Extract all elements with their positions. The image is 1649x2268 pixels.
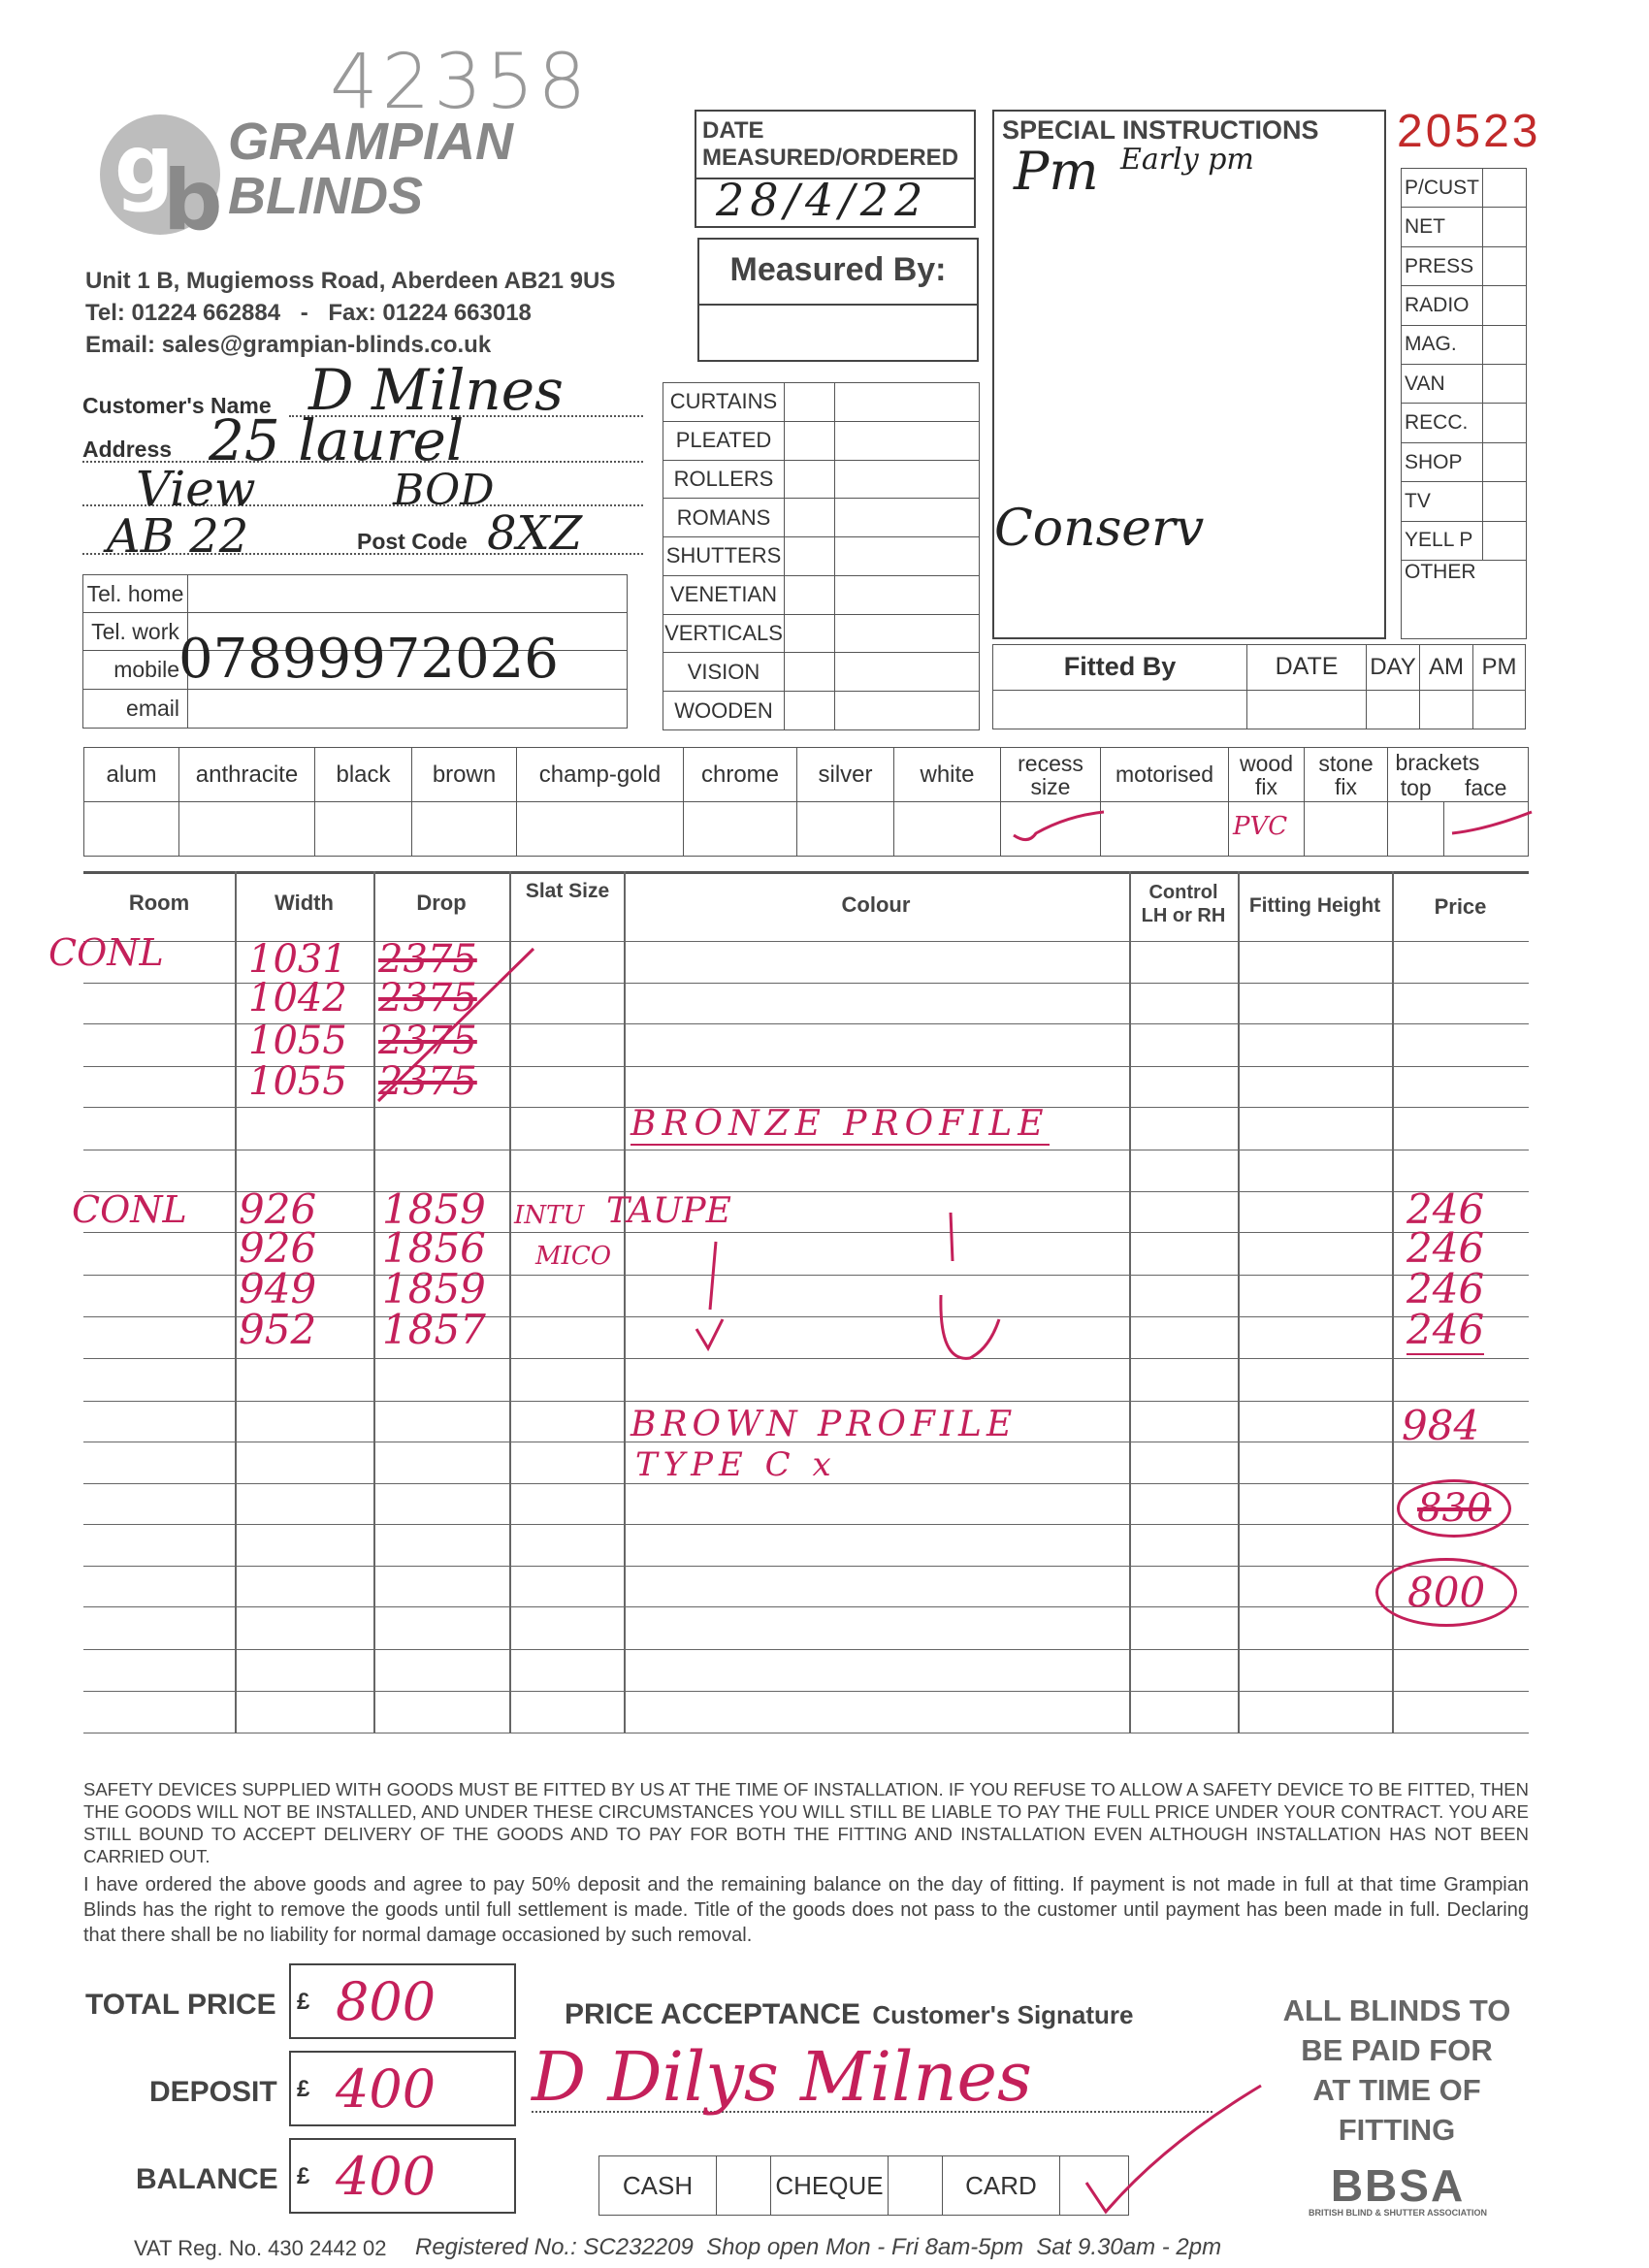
recess-label-2: size	[1030, 773, 1071, 799]
form-number: 20523	[1397, 106, 1541, 157]
order-row-line	[83, 1401, 1529, 1402]
deposit-box[interactable]	[289, 2051, 516, 2126]
wood-fix-value: PVC	[1233, 812, 1288, 841]
order-row-line	[83, 1649, 1529, 1650]
date-label-line1: DATE	[702, 117, 764, 144]
champ-gold-field[interactable]	[517, 802, 684, 857]
blind-type-note-vision[interactable]	[835, 653, 980, 692]
notice-line2: BE PAID FOR	[1301, 2033, 1493, 2067]
blind-type-label-wooden: WOODEN	[674, 697, 773, 723]
stone-fix-label-1: stone	[1318, 750, 1374, 776]
source-check-p-cust[interactable]	[1483, 169, 1527, 208]
col-width-header: Width	[275, 891, 334, 915]
blind-type-qty-verticals[interactable]	[785, 614, 835, 653]
wood-fix-label-2: fix	[1255, 773, 1277, 799]
blind-type-label-rollers: ROLLERS	[673, 466, 774, 491]
svg-text:g: g	[114, 117, 175, 214]
card-label: CARD	[965, 2170, 1037, 2200]
ditto-marks-icon	[679, 1203, 1028, 1368]
customer-name-label: Customer's Name	[82, 393, 272, 418]
entry-width-5[interactable]: 926	[239, 1185, 317, 1233]
recess-size-field[interactable]	[1001, 802, 1101, 857]
blind-type-qty-romans[interactable]	[785, 499, 835, 537]
source-row-yell-p	[1402, 521, 1527, 560]
blind-type-row-verticals	[663, 614, 980, 653]
stone-fix-field[interactable]	[1305, 802, 1388, 857]
balance-label: BALANCE	[136, 2163, 278, 2195]
entry-width-2[interactable]: 1042	[248, 976, 347, 1021]
anthracite-field[interactable]	[179, 802, 315, 857]
entry-width-4[interactable]: 1055	[248, 1059, 347, 1104]
brackets-face-field[interactable]	[1444, 802, 1529, 857]
blind-type-note-rollers[interactable]	[835, 460, 980, 499]
balance-box[interactable]	[289, 2138, 516, 2214]
measured-by-box	[697, 238, 979, 362]
fitted-am-field[interactable]	[1420, 690, 1473, 729]
fitted-day-label: DAY	[1370, 653, 1416, 680]
entry-price-subtotal[interactable]: 984	[1402, 1402, 1480, 1449]
blind-type-note-shutters[interactable]	[835, 537, 980, 576]
blind-type-row-venetian	[663, 575, 980, 614]
option-label-white: white	[920, 761, 975, 788]
alum-field[interactable]	[84, 802, 179, 857]
address-line3[interactable]: AB 22	[107, 509, 249, 564]
customer-signature-label: Customer's Signature	[872, 2000, 1134, 2029]
entry-room-1[interactable]: CONL	[48, 931, 164, 974]
entry-slat-6[interactable]: MICO	[535, 1242, 612, 1271]
blind-type-row-shutters	[663, 537, 980, 576]
blind-type-qty-shutters[interactable]	[785, 537, 835, 576]
options-table	[83, 747, 1529, 857]
company-name-line2: BLINDS	[228, 167, 423, 225]
payment-method-table	[598, 2155, 1129, 2216]
blind-type-label-verticals: VERTICALS	[664, 620, 783, 645]
special-note-early-pm[interactable]: Early pm	[1120, 143, 1254, 177]
order-row-line	[83, 1691, 1529, 1692]
entry-price-5[interactable]: 246	[1406, 1185, 1485, 1233]
brackets-face-tick-icon	[1448, 802, 1536, 841]
source-check-recc[interactable]	[1483, 404, 1527, 442]
blind-type-label-curtains: CURTAINS	[669, 389, 778, 414]
entry-colour-note-1[interactable]: BRONZE PROFILE	[630, 1104, 1050, 1144]
fitted-by-label: Fitted By	[1063, 652, 1177, 682]
source-label-press: PRESS	[1405, 254, 1474, 277]
fitted-am-label: AM	[1429, 653, 1464, 680]
source-check-mag[interactable]	[1483, 325, 1527, 364]
wood-fix-field[interactable]	[1229, 802, 1305, 857]
blind-type-label-venetian: VENETIAN	[669, 582, 778, 607]
option-label-anthracite: anthracite	[195, 761, 299, 788]
total-price-box[interactable]	[289, 1963, 516, 2039]
source-label-mag: MAG.	[1405, 333, 1457, 356]
blind-type-label-romans: ROMANS	[676, 504, 771, 530]
email-field[interactable]	[188, 690, 628, 729]
tel-home-label: Tel. home	[86, 580, 184, 606]
silver-field[interactable]	[797, 802, 894, 857]
source-label-tv: TV	[1405, 489, 1431, 512]
blind-type-qty-curtains[interactable]	[785, 383, 835, 422]
blind-type-qty-wooden[interactable]	[785, 692, 835, 730]
brackets-face-label: face	[1465, 775, 1507, 800]
entry-drop-6[interactable]: 1856	[382, 1224, 486, 1272]
price-acceptance	[565, 1998, 1134, 2031]
company-phone: Tel: 01224 662884 - Fax: 01224 663018	[85, 300, 532, 326]
bbsa-logo-subtitle: BRITISH BLIND & SHUTTER ASSOCIATION	[1309, 2208, 1487, 2218]
deposit-label: DEPOSIT	[149, 2076, 277, 2108]
source-label-p-cust: P/CUST	[1405, 176, 1480, 199]
grampian-blinds-logo	[87, 105, 233, 241]
company-name	[228, 114, 513, 223]
source-label-net: NET	[1405, 215, 1445, 239]
entry-colour-note-2[interactable]: BROWN PROFILE	[630, 1405, 1018, 1444]
special-note-conserv[interactable]: Conserv	[994, 500, 1205, 558]
motorised-field[interactable]	[1101, 802, 1229, 857]
source-check-van[interactable]	[1483, 365, 1527, 404]
source-check-yell-p[interactable]	[1483, 521, 1527, 560]
customer-signature[interactable]: D Dilys Milnes	[532, 2037, 1032, 2117]
source-row-van	[1402, 365, 1527, 404]
date-label-line2: MEASURED/ORDERED	[702, 145, 959, 171]
mobile-value: 07899972026	[178, 628, 559, 691]
customer-name-value[interactable]: D Milnes	[308, 357, 564, 423]
entry-drop-7[interactable]: 1859	[382, 1265, 486, 1312]
cheque-checkbox[interactable]	[889, 2156, 943, 2216]
blind-type-note-curtains[interactable]	[835, 383, 980, 422]
brown-field[interactable]	[412, 802, 517, 857]
option-label-alum: alum	[106, 761, 157, 788]
cash-checkbox[interactable]	[717, 2156, 771, 2216]
balance-currency: £	[297, 2163, 310, 2189]
fitted-table	[992, 644, 1526, 729]
fitted-day-field[interactable]	[1367, 690, 1420, 729]
blind-type-note-verticals[interactable]	[835, 614, 980, 653]
special-note-pm[interactable]: Pm	[1014, 141, 1099, 202]
option-label-chrome: chrome	[700, 761, 780, 788]
order-row-line	[83, 1606, 1529, 1607]
blind-types-table	[663, 382, 980, 730]
source-row-recc	[1402, 404, 1527, 442]
source-row-tv	[1402, 482, 1527, 521]
blind-type-qty-vision[interactable]	[785, 653, 835, 692]
company-tel: Tel: 01224 662884	[85, 300, 281, 326]
card-tick-icon	[1077, 2076, 1271, 2221]
special-instructions-label: SPECIAL INSTRUCTIONS	[1002, 115, 1319, 145]
entry-width-3[interactable]: 1055	[248, 1019, 347, 1063]
col-colour-header: Colour	[841, 892, 911, 917]
option-label-champ-gold: champ-gold	[538, 761, 662, 788]
recess-label-1: recess	[1018, 750, 1083, 776]
entry-price-8[interactable]: 246	[1406, 1306, 1485, 1353]
entry-colour-5[interactable]: TAUPE	[606, 1191, 731, 1231]
col-price-header: Price	[1434, 894, 1487, 919]
blind-type-label-pleated: PLEATED	[675, 428, 772, 453]
blind-type-note-romans[interactable]	[835, 499, 980, 537]
source-row-p-cust	[1402, 169, 1527, 208]
blind-type-label-vision: VISION	[687, 659, 760, 684]
drop-cross-out-icon	[369, 941, 543, 1111]
col-fitting-header: Fitting Height	[1248, 894, 1381, 917]
blind-type-qty-pleated[interactable]	[785, 421, 835, 460]
option-label-black: black	[336, 761, 391, 788]
footer-vat: VAT Reg. No. 430 2442 02	[134, 2236, 387, 2260]
source-check-press[interactable]	[1483, 246, 1527, 285]
blind-type-row-romans	[663, 499, 980, 537]
entry-width-6[interactable]: 926	[239, 1224, 317, 1272]
cash-label: CASH	[622, 2170, 694, 2200]
entry-room-2[interactable]: CONL	[72, 1188, 187, 1231]
cheque-label: CHEQUE	[775, 2170, 884, 2200]
order-row-line	[83, 1566, 1529, 1567]
blind-type-row-pleated	[663, 421, 980, 460]
source-label-recc: RECC.	[1405, 411, 1469, 435]
notice-line1: ALL BLINDS TO	[1282, 1993, 1511, 2027]
source-label-van: VAN	[1405, 372, 1445, 395]
black-field[interactable]	[315, 802, 412, 857]
fitted-pm-label: PM	[1481, 653, 1517, 680]
fitted-date-label: DATE	[1275, 653, 1339, 681]
blind-type-note-venetian[interactable]	[835, 575, 980, 614]
chrome-field[interactable]	[684, 802, 797, 857]
mobile-label: mobile	[113, 657, 179, 682]
blind-type-row-rollers	[663, 460, 980, 499]
measured-by-label: Measured By:	[729, 251, 947, 288]
company-email: Email: sales@grampian-blinds.co.uk	[85, 332, 492, 358]
source-label-radio: RADIO	[1405, 293, 1470, 316]
handwritten-reference-number: 42358	[330, 39, 591, 126]
measured-by-field[interactable]	[699, 306, 977, 360]
entry-width-1[interactable]: 1031	[248, 937, 347, 982]
white-field[interactable]	[894, 802, 1001, 857]
source-label-shop: SHOP	[1405, 450, 1463, 473]
safety-terms: SAFETY DEVICES SUPPLIED WITH GOODS MUST BE FITTED BY US AT THE TIME OF INSTALLATION. IF YOU REFUSE TO ALLOW A SAFETY DEVICE TO BE FITTED, THEN THE GOODS WILL NOT BE INSTALLED, AND UNDER THESE CIRCUMSTANCES YOU WILL STILL BE LIABLE TO PAY THE FULL PRICE UNDER YOUR CONTRACT. YOU ARE STILL BOUND TO ACCEPT DELIVERY OF THE GOODS AND TO PAY FOR BOTH THE FITTING AND INSTALLATION EVEN ALTHOUGH INSTALLATION HAS NOT BEEN CARRIED OUT.	[83, 1779, 1529, 1866]
source-check-shop[interactable]	[1483, 442, 1527, 481]
brackets-label: brackets	[1395, 750, 1480, 775]
order-row-line	[83, 1524, 1529, 1525]
brackets-top-label: top	[1400, 775, 1432, 800]
company-fax: Fax: 01224 663018	[328, 300, 532, 326]
tel-home-field[interactable]	[188, 575, 628, 613]
date-value[interactable]: 28/4/22	[716, 174, 929, 226]
notice-line3: AT TIME OF	[1312, 2073, 1481, 2107]
source-check-net[interactable]	[1483, 208, 1527, 246]
entry-drop-5[interactable]: 1859	[382, 1185, 486, 1233]
special-instructions-box	[992, 110, 1386, 639]
source-check-radio[interactable]	[1483, 286, 1527, 325]
source-table	[1401, 168, 1527, 639]
wood-fix-label-1: wood	[1240, 750, 1293, 776]
fitted-date-field[interactable]	[1247, 690, 1367, 729]
postcode-label: Post Code	[357, 529, 468, 554]
address-line2b[interactable]: BOD	[393, 466, 495, 515]
motorised-label: motorised	[1116, 761, 1213, 787]
address-label: Address	[82, 437, 173, 462]
option-label-silver: silver	[818, 761, 873, 788]
total-price-value: 800	[336, 1971, 436, 2032]
payment-notice	[1251, 1991, 1542, 2150]
entry-colour-note-3[interactable]: TYPE C x	[635, 1445, 837, 1484]
source-row-mag	[1402, 325, 1527, 364]
col-room-header: Room	[128, 891, 190, 915]
entry-price-7[interactable]: 246	[1406, 1265, 1485, 1312]
option-label-brown: brown	[432, 761, 497, 788]
fitted-pm-field[interactable]	[1473, 690, 1526, 729]
deposit-value: 400	[336, 2058, 436, 2120]
blind-type-row-wooden	[663, 692, 980, 730]
email-label: email	[126, 696, 179, 721]
source-row-net	[1402, 208, 1527, 246]
footer-registered: Registered No.: SC232209 Shop open Mon - Fri 8am-5pm Sat 9.30am - 2pm	[415, 2234, 1222, 2260]
total-price-label: TOTAL PRICE	[85, 1989, 276, 2021]
blind-type-row-curtains	[663, 383, 980, 422]
source-label-yell-p: YELL P	[1405, 529, 1473, 552]
entry-price-final[interactable]: 800	[1375, 1558, 1517, 1627]
blind-type-note-pleated[interactable]	[835, 421, 980, 460]
balance-value: 400	[336, 2146, 436, 2207]
address-line1[interactable]: 25 laurel	[209, 407, 465, 473]
source-row-radio	[1402, 286, 1527, 325]
notice-line4: FITTING	[1338, 2113, 1456, 2147]
source-row-press	[1402, 246, 1527, 285]
entry-width-7[interactable]: 949	[239, 1265, 317, 1312]
entry-drop-2[interactable]: 2375	[378, 976, 477, 1021]
blind-type-note-wooden[interactable]	[835, 692, 980, 730]
total-currency: £	[297, 1989, 310, 2015]
entry-drop-8[interactable]: 1857	[382, 1306, 486, 1353]
bbsa-logo-text: BBSA	[1330, 2160, 1466, 2211]
address-line2a[interactable]: View	[136, 461, 256, 517]
entry-price-crossed[interactable]: 830	[1397, 1479, 1511, 1538]
svg-text:b: b	[163, 152, 223, 241]
blind-type-qty-venetian[interactable]	[785, 575, 835, 614]
entry-width-8[interactable]: 952	[239, 1306, 317, 1353]
brackets-top-field[interactable]	[1388, 802, 1444, 857]
blind-type-qty-rollers[interactable]	[785, 460, 835, 499]
agreement-terms: I have ordered the above goods and agree to pay 50% deposit and the remaining balance on the day of fitting. If payment is not made in full at that time Grampian Blinds has the right to remove the goods until full settlement is made. Title of the goods does not pass to the customer until payment has been made in full. Declaring that there shall be no liability for normal damage occasioned by such removal.	[83, 1874, 1529, 1946]
source-row-shop	[1402, 442, 1527, 481]
date-box	[695, 110, 976, 228]
fitted-by-field[interactable]	[993, 690, 1247, 729]
bbsa-logo	[1286, 2160, 1509, 2218]
entry-drop-1[interactable]: 2375	[378, 937, 477, 982]
source-check-tv[interactable]	[1483, 482, 1527, 521]
postcode-value[interactable]: 8XZ	[487, 506, 583, 561]
col-control-header: Control LH or RH	[1141, 882, 1226, 926]
blind-type-row-vision	[663, 653, 980, 692]
source-label-other: OTHER	[1405, 561, 1476, 584]
company-name-line1: GRAMPIAN	[228, 113, 513, 171]
entry-price-6[interactable]: 246	[1406, 1224, 1485, 1272]
contact-table	[82, 574, 628, 729]
price-acceptance-label: PRICE ACCEPTANCE	[565, 1998, 861, 2030]
mobile-field[interactable]	[178, 628, 628, 691]
col-drop-header: Drop	[416, 891, 467, 915]
entry-slat-5[interactable]: INTU	[514, 1201, 585, 1230]
entry-drop-4[interactable]: 2375	[378, 1059, 477, 1104]
source-row-other	[1402, 561, 1527, 639]
blind-type-label-shutters: SHUTTERS	[665, 543, 782, 568]
stone-fix-label-2: fix	[1335, 773, 1357, 799]
tel-work-label: Tel. work	[91, 618, 179, 644]
company-address: Unit 1 B, Mugiemoss Road, Aberdeen AB21 9US	[85, 268, 616, 294]
recess-tick-icon	[1009, 806, 1106, 855]
entry-drop-3[interactable]: 2375	[378, 1019, 477, 1063]
deposit-currency: £	[297, 2076, 310, 2102]
col-slat-header: Slat Size	[525, 880, 610, 902]
